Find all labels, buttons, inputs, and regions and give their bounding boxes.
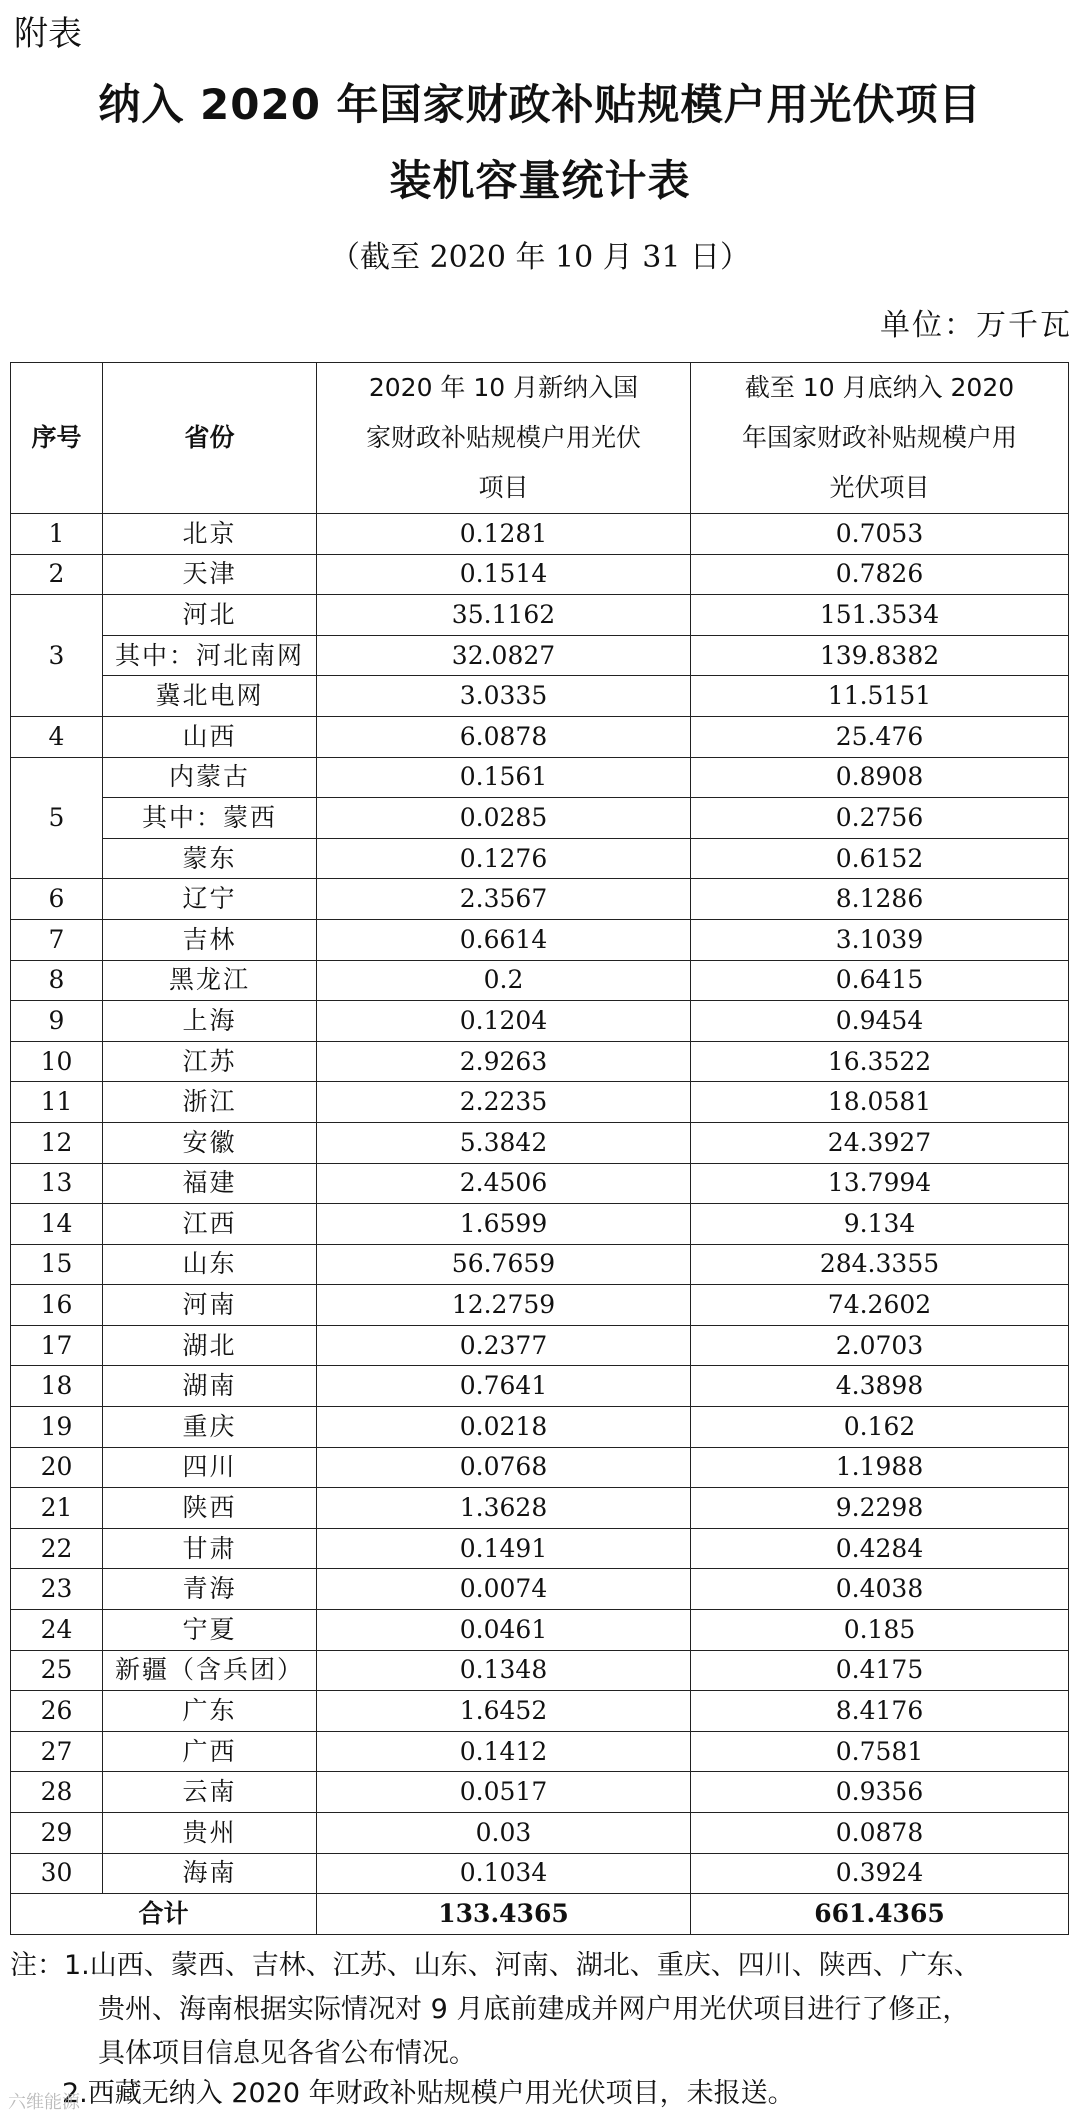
cell-new-capacity: 35.1162 xyxy=(317,595,691,636)
cell-province: 天津 xyxy=(103,554,317,595)
total-label: 合计 xyxy=(11,1894,317,1935)
cell-cumulative-capacity: 0.3924 xyxy=(691,1853,1069,1894)
cell-province: 其中：蒙西 xyxy=(103,798,317,839)
cell-province: 海南 xyxy=(103,1853,317,1894)
note-1-line1: 注：1.山西、蒙西、吉林、江苏、山东、河南、湖北、重庆、四川、陕西、广东、 xyxy=(10,1950,981,1981)
cell-new-capacity: 0.1514 xyxy=(317,554,691,595)
cell-province: 河南 xyxy=(103,1285,317,1326)
cell-cumulative-capacity: 13.7994 xyxy=(691,1163,1069,1204)
cell-new-capacity: 12.2759 xyxy=(317,1285,691,1326)
cell-province: 重庆 xyxy=(103,1407,317,1448)
cell-cumulative-capacity: 139.8382 xyxy=(691,635,1069,676)
table-row xyxy=(11,879,1069,920)
table-row xyxy=(11,1001,1069,1042)
cell-new-capacity: 0.6614 xyxy=(317,919,691,960)
header-seq: 序号 xyxy=(11,363,103,514)
cell-new-capacity: 0.0218 xyxy=(317,1407,691,1448)
cell-cumulative-capacity: 8.1286 xyxy=(691,879,1069,920)
table-row xyxy=(11,1528,1069,1569)
table-row xyxy=(11,1650,1069,1691)
cell-new-capacity: 0.2 xyxy=(317,960,691,1001)
cell-seq: 23 xyxy=(11,1569,103,1610)
table-row xyxy=(11,1610,1069,1651)
cell-cumulative-capacity: 4.3898 xyxy=(691,1366,1069,1407)
cell-new-capacity: 6.0878 xyxy=(317,716,691,757)
header-cumulative-capacity: 截至 10 月底纳入 2020 年国家财政补贴规模户用光伏项目 xyxy=(691,363,1069,514)
cell-province: 其中：河北南网 xyxy=(103,635,317,676)
cell-province: 北京 xyxy=(103,514,317,555)
cell-seq: 10 xyxy=(11,1041,103,1082)
cell-new-capacity: 3.0335 xyxy=(317,676,691,717)
cell-province: 上海 xyxy=(103,1001,317,1042)
total-new-value: 133.4365 xyxy=(317,1894,691,1935)
cell-new-capacity: 0.0517 xyxy=(317,1772,691,1813)
cell-province: 宁夏 xyxy=(103,1610,317,1651)
date-subtitle: （截至 2020 年 10 月 31 日） xyxy=(330,240,750,275)
cell-new-capacity: 0.0461 xyxy=(317,1610,691,1651)
cell-cumulative-capacity: 2.0703 xyxy=(691,1325,1069,1366)
table-row xyxy=(11,1041,1069,1082)
cell-cumulative-capacity: 25.476 xyxy=(691,716,1069,757)
cell-seq: 26 xyxy=(11,1691,103,1732)
cell-seq: 27 xyxy=(11,1731,103,1772)
cell-new-capacity: 0.1281 xyxy=(317,514,691,555)
capacity-table xyxy=(10,362,1069,1935)
cell-new-capacity: 2.3567 xyxy=(317,879,691,920)
table-row xyxy=(11,1691,1069,1732)
cell-new-capacity: 1.6452 xyxy=(317,1691,691,1732)
cell-province: 甘肃 xyxy=(103,1528,317,1569)
note-1-line3: 具体项目信息见各省公布情况。 xyxy=(98,2038,476,2069)
cell-seq: 24 xyxy=(11,1610,103,1651)
cell-new-capacity: 0.0285 xyxy=(317,798,691,839)
cell-cumulative-capacity: 9.134 xyxy=(691,1204,1069,1245)
cell-province: 福建 xyxy=(103,1163,317,1204)
cell-cumulative-capacity: 0.7053 xyxy=(691,514,1069,555)
cell-province: 青海 xyxy=(103,1569,317,1610)
table-row xyxy=(11,716,1069,757)
cell-cumulative-capacity: 0.9454 xyxy=(691,1001,1069,1042)
cell-province: 内蒙古 xyxy=(103,757,317,798)
cell-province: 山西 xyxy=(103,716,317,757)
cell-province: 江苏 xyxy=(103,1041,317,1082)
cell-seq: 6 xyxy=(11,879,103,920)
cell-province: 广东 xyxy=(103,1691,317,1732)
cell-province: 安徽 xyxy=(103,1122,317,1163)
cell-new-capacity: 0.1204 xyxy=(317,1001,691,1042)
cell-seq: 8 xyxy=(11,960,103,1001)
table-row xyxy=(11,798,1069,839)
cell-seq: 28 xyxy=(11,1772,103,1813)
cell-seq: 15 xyxy=(11,1244,103,1285)
cell-province: 辽宁 xyxy=(103,879,317,920)
appendix-label: 附表 xyxy=(14,14,82,54)
cell-new-capacity: 5.3842 xyxy=(317,1122,691,1163)
cell-cumulative-capacity: 0.9356 xyxy=(691,1772,1069,1813)
table-row xyxy=(11,1082,1069,1123)
cell-cumulative-capacity: 284.3355 xyxy=(691,1244,1069,1285)
table-body xyxy=(11,514,1069,1935)
table-row xyxy=(11,1407,1069,1448)
cell-seq: 1 xyxy=(11,514,103,555)
total-total-value: 661.4365 xyxy=(691,1894,1069,1935)
note-1 xyxy=(10,1944,1070,2076)
table-row xyxy=(11,1204,1069,1245)
cell-province: 湖南 xyxy=(103,1366,317,1407)
cell-province: 云南 xyxy=(103,1772,317,1813)
note-2 xyxy=(10,2072,1070,2116)
cell-cumulative-capacity: 0.6152 xyxy=(691,838,1069,879)
cell-new-capacity: 56.7659 xyxy=(317,1244,691,1285)
cell-seq: 12 xyxy=(11,1122,103,1163)
cell-new-capacity: 2.4506 xyxy=(317,1163,691,1204)
table-row xyxy=(11,1447,1069,1488)
cell-cumulative-capacity: 0.4038 xyxy=(691,1569,1069,1610)
cell-cumulative-capacity: 24.3927 xyxy=(691,1122,1069,1163)
cell-new-capacity: 32.0827 xyxy=(317,635,691,676)
table-header-row xyxy=(11,363,1069,514)
cell-seq: 19 xyxy=(11,1407,103,1448)
table-row xyxy=(11,1731,1069,1772)
cell-cumulative-capacity: 0.162 xyxy=(691,1407,1069,1448)
table-row xyxy=(11,676,1069,717)
table-row xyxy=(11,1163,1069,1204)
table-row xyxy=(11,1772,1069,1813)
cell-seq: 16 xyxy=(11,1285,103,1326)
cell-seq: 13 xyxy=(11,1163,103,1204)
cell-province: 山东 xyxy=(103,1244,317,1285)
cell-new-capacity: 0.1034 xyxy=(317,1853,691,1894)
note-1-line2: 贵州、海南根据实际情况对 9 月底前建成并网户用光伏项目进行了修正， xyxy=(98,1994,970,2025)
unit-label: 单位：万千瓦 xyxy=(880,308,1072,343)
cell-cumulative-capacity: 16.3522 xyxy=(691,1041,1069,1082)
table-row xyxy=(11,1366,1069,1407)
cell-new-capacity: 0.1348 xyxy=(317,1650,691,1691)
cell-seq: 25 xyxy=(11,1650,103,1691)
cell-province: 陕西 xyxy=(103,1488,317,1529)
table-row xyxy=(11,1488,1069,1529)
cell-seq: 5 xyxy=(11,757,103,879)
table-row xyxy=(11,514,1069,555)
cell-cumulative-capacity: 0.6415 xyxy=(691,960,1069,1001)
table-total-row xyxy=(11,1894,1069,1935)
cell-seq: 17 xyxy=(11,1325,103,1366)
note-2-text: 2.西藏无纳入 2020 年财政补贴规模户用光伏项目，未报送。 xyxy=(62,2078,795,2109)
cell-cumulative-capacity: 0.4284 xyxy=(691,1528,1069,1569)
cell-cumulative-capacity: 3.1039 xyxy=(691,919,1069,960)
cell-new-capacity: 1.3628 xyxy=(317,1488,691,1529)
cell-province: 吉林 xyxy=(103,919,317,960)
cell-province: 河北 xyxy=(103,595,317,636)
cell-province: 新疆（含兵团） xyxy=(103,1650,317,1691)
table-row xyxy=(11,1813,1069,1854)
cell-cumulative-capacity: 0.7581 xyxy=(691,1731,1069,1772)
cell-new-capacity: 0.7641 xyxy=(317,1366,691,1407)
cell-new-capacity: 0.0074 xyxy=(317,1569,691,1610)
table-row xyxy=(11,1325,1069,1366)
table-row xyxy=(11,554,1069,595)
cell-cumulative-capacity: 151.3534 xyxy=(691,595,1069,636)
cell-new-capacity: 0.03 xyxy=(317,1813,691,1854)
cell-province: 湖北 xyxy=(103,1325,317,1366)
cell-seq: 18 xyxy=(11,1366,103,1407)
cell-new-capacity: 0.0768 xyxy=(317,1447,691,1488)
cell-seq: 2 xyxy=(11,554,103,595)
header-province: 省份 xyxy=(103,363,317,514)
cell-seq: 4 xyxy=(11,716,103,757)
cell-seq: 14 xyxy=(11,1204,103,1245)
table-row xyxy=(11,1122,1069,1163)
cell-cumulative-capacity: 0.4175 xyxy=(691,1650,1069,1691)
cell-seq: 21 xyxy=(11,1488,103,1529)
cell-province: 江西 xyxy=(103,1204,317,1245)
cell-seq: 7 xyxy=(11,919,103,960)
cell-province: 蒙东 xyxy=(103,838,317,879)
table-row xyxy=(11,635,1069,676)
cell-province: 黑龙江 xyxy=(103,960,317,1001)
cell-cumulative-capacity: 11.5151 xyxy=(691,676,1069,717)
cell-new-capacity: 0.2377 xyxy=(317,1325,691,1366)
cell-new-capacity: 0.1561 xyxy=(317,757,691,798)
cell-cumulative-capacity: 0.2756 xyxy=(691,798,1069,839)
cell-new-capacity: 1.6599 xyxy=(317,1204,691,1245)
cell-seq: 29 xyxy=(11,1813,103,1854)
cell-new-capacity: 0.1412 xyxy=(317,1731,691,1772)
cell-cumulative-capacity: 18.0581 xyxy=(691,1082,1069,1123)
cell-new-capacity: 0.1276 xyxy=(317,838,691,879)
table-row xyxy=(11,919,1069,960)
cell-seq: 22 xyxy=(11,1528,103,1569)
cell-cumulative-capacity: 0.7826 xyxy=(691,554,1069,595)
table-row xyxy=(11,1285,1069,1326)
cell-province: 浙江 xyxy=(103,1082,317,1123)
cell-province: 四川 xyxy=(103,1447,317,1488)
cell-province: 广西 xyxy=(103,1731,317,1772)
cell-cumulative-capacity: 0.8908 xyxy=(691,757,1069,798)
table-row xyxy=(11,1244,1069,1285)
cell-seq: 9 xyxy=(11,1001,103,1042)
table-row xyxy=(11,1569,1069,1610)
cell-seq: 11 xyxy=(11,1082,103,1123)
cell-new-capacity: 0.1491 xyxy=(317,1528,691,1569)
table-row xyxy=(11,960,1069,1001)
cell-new-capacity: 2.2235 xyxy=(317,1082,691,1123)
cell-new-capacity: 2.9263 xyxy=(317,1041,691,1082)
cell-cumulative-capacity: 74.2602 xyxy=(691,1285,1069,1326)
table-row xyxy=(11,595,1069,636)
cell-cumulative-capacity: 1.1988 xyxy=(691,1447,1069,1488)
watermark-logo: 六维能源 xyxy=(8,2092,80,2113)
cell-cumulative-capacity: 0.0878 xyxy=(691,1813,1069,1854)
cell-cumulative-capacity: 9.2298 xyxy=(691,1488,1069,1529)
cell-province: 冀北电网 xyxy=(103,676,317,717)
cell-seq: 30 xyxy=(11,1853,103,1894)
cell-province: 贵州 xyxy=(103,1813,317,1854)
table-row xyxy=(11,838,1069,879)
cell-seq: 20 xyxy=(11,1447,103,1488)
cell-cumulative-capacity: 0.185 xyxy=(691,1610,1069,1651)
header-new-capacity: 2020 年 10 月新纳入国家财政补贴规模户用光伏项目 xyxy=(317,363,691,514)
cell-cumulative-capacity: 8.4176 xyxy=(691,1691,1069,1732)
page-title-line1: 纳入 2020 年国家财政补贴规模户用光伏项目 xyxy=(98,80,982,129)
cell-seq: 3 xyxy=(11,595,103,717)
table-row xyxy=(11,757,1069,798)
page-title-line2: 装机容量统计表 xyxy=(389,156,691,205)
table-row xyxy=(11,1853,1069,1894)
